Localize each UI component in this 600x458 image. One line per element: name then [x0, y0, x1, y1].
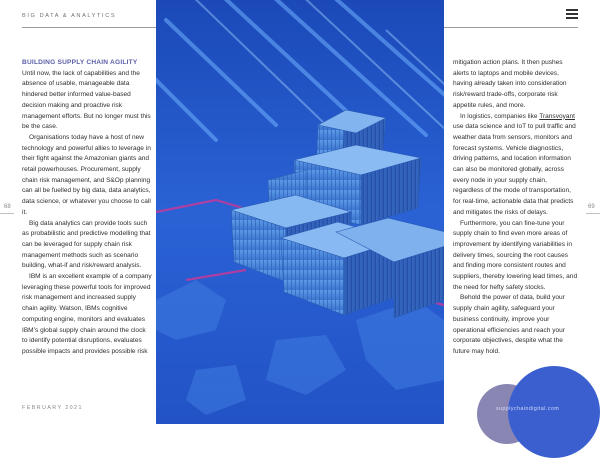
article-paragraph: Organisations today have a host of new technology and powerful allies to leverage in their fight against the Amazonian giants and retail powerhouses. Procurement, supply chain risk management, and S&Op planning can all be fuelled by big data, data analytics, data science, or whatever you choose to call it. [22, 133, 151, 216]
header-section-label: BIG DATA & ANALYTICS [22, 13, 117, 19]
right-article-column [453, 58, 579, 358]
page-number-left: 68 [4, 204, 11, 210]
left-article-column [22, 58, 152, 358]
paragraph-text: In logistics, companies like [460, 112, 540, 120]
right-margin-line [586, 213, 600, 214]
menu-bar [566, 9, 578, 11]
section-heading: BUILDING SUPPLY CHAIN AGILITY [22, 59, 138, 66]
menu-bar [566, 17, 578, 19]
page-number-right: 69 [588, 204, 595, 210]
article-paragraph: Big data analytics can provide tools such as probabilistic and predictive modelling that can be leveraged for supply chain risk management methods such as scenario building, what-if and risk/reward analysis. [22, 219, 151, 270]
article-paragraph: IBM is an excellent example of a company leveraging these powerful tools for improved risk management and increased supply chain agility. Watson, IBMs cognitive computing engine, monitors and evaluates IBM’s global supply chain around the clock to identify potential disruptions, evaluates possible impacts and provides possible risk [22, 273, 152, 355]
footer-circle-blue [508, 366, 600, 458]
article-paragraph: Until now, the lack of capabilities and the absence of usable, manageable data hindered better informed value-based decision making and proactive risk management efforts. But no longer must this be the case. [22, 69, 151, 131]
paragraph-text: use data science and IoT to pull traffic and weather data from sensors, monitors and forecast systems. Vehicle diagnostics, driving patterns, and location information can also be monitored globally, across every node in your supply chain, regardless of the mode of transportation, for real-time, actionable data that predicts and mitigates the risks of delays. [453, 123, 576, 216]
hamburger-menu-icon[interactable] [566, 9, 578, 19]
footer-website: supplychaindigital.com [496, 406, 560, 412]
article-paragraph: mitigation action plans. It then pushes alerts to laptops and mobile devices, having already taken into consideration risk/reward trade-offs, corporate risk appetite rules, and more. [453, 59, 567, 109]
left-margin-line [0, 213, 14, 214]
article-paragraph: Furthermore, you can fine-tune your supply chain to find even more areas of improvement by identifying variabilities in delivery times, sourcing the root causes and finding more consistent routes and suppliers, thereby lowering lead times, and the need for hefty safety stocks. [453, 219, 578, 291]
menu-bar [566, 13, 578, 15]
transvoyant-link[interactable]: Transvoyant [539, 112, 575, 120]
footer-date: FEBRUARY 2021 [22, 405, 83, 411]
hero-photo-shipping-containers [156, 0, 444, 424]
article-paragraph [453, 112, 579, 219]
article-paragraph: Behold the power of data, build your supply chain agility, safeguard your business continuity, improve your operational efficiencies and reach your corporate objectives, despite what the future may hold. [453, 294, 565, 355]
